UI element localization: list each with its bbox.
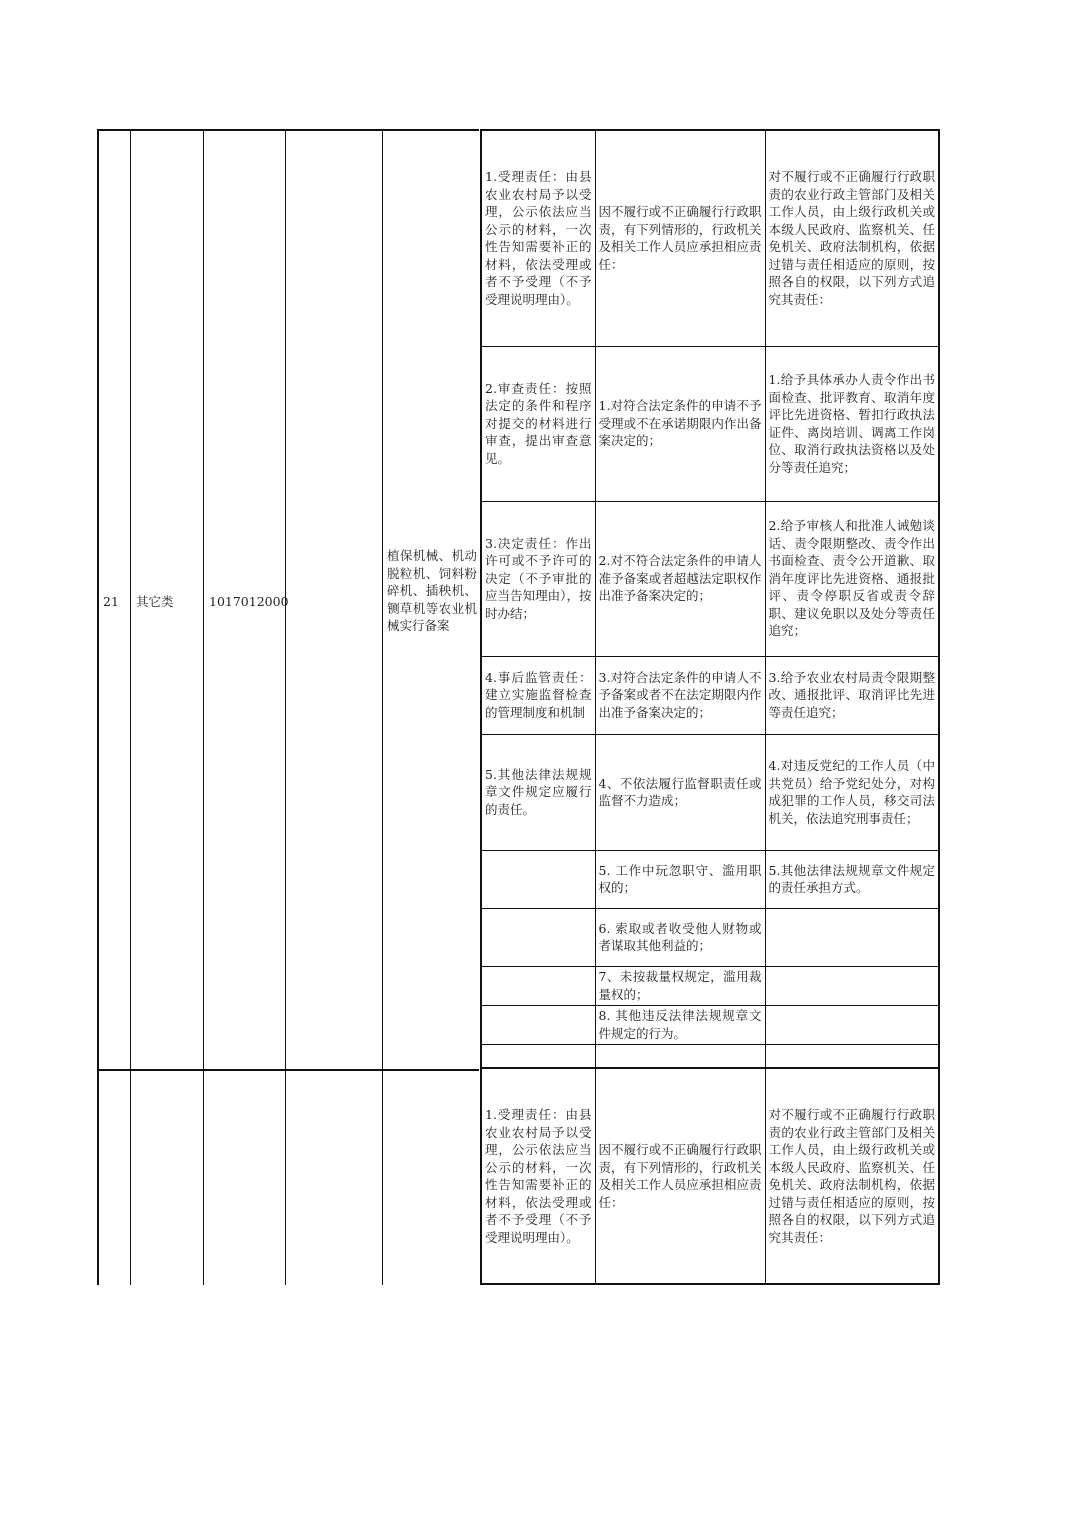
table-row (481, 130, 939, 346)
row-number: 21 (103, 594, 119, 609)
accountability-cell: 因不履行或不正确履行行政职责，有下列情形的，行政机关及相关工作人员应承担相应责任： (595, 1068, 765, 1284)
responsibility-cell (481, 850, 595, 908)
accountability-cell: 2.对不符合法定条件的申请人准予备案或者超越法定职权作出准予备案决定的； (595, 501, 765, 656)
accountability-cell: 4、不依法履行监督职责任或监督不力造成； (595, 734, 765, 850)
responsibility-cell (481, 1005, 595, 1044)
accountability-cell (595, 1044, 765, 1068)
accountability-cell: 因不履行或不正确履行行政职责，有下列情形的，行政机关及相关工作人员应承担相应责任： (595, 130, 765, 346)
accountability-cell: 5. 工作中玩忽职守、滥用职权的； (595, 850, 765, 908)
table-row (481, 1044, 939, 1068)
row-category: 其它类 (136, 594, 174, 609)
table-row (481, 1068, 939, 1284)
responsibility-cell: 3.决定责任：作出许可或不予许可的决定（不予审批的应当告知理由），按时办结； (481, 501, 595, 656)
table-row (481, 966, 939, 1005)
table-row (481, 908, 939, 966)
accountability-cell: 8. 其他违反法律法规规章文件规定的行为。 (595, 1005, 765, 1044)
column-border (203, 129, 204, 1285)
column-border (97, 129, 99, 1285)
accountability-cell: 6. 索取或者收受他人财物或者谋取其他利益的； (595, 908, 765, 966)
responsibility-cell: 1.受理责任：由县农业农村局予以受理，公示依法应当公示的材料，一次性告知需要补正的材料，依法受理或者不予受理（不予受理说明理由）。 (481, 130, 595, 346)
method-cell (765, 966, 939, 1005)
method-cell: 对不履行或不正确履行行政职责的农业行政主管部门及相关工作人员，由上级行政机关或本级人民政府、监察机关、任免机关、政府法制机构，依据过错与责任相适应的原则，按照各自的权限，以下列方式追究其责任： (765, 130, 939, 346)
method-cell: 4.对违反党纪的工作人员（中共党员）给予党纪处分，对构成犯罪的工作人员，移交司法机关，依法追究刑事责任； (765, 734, 939, 850)
method-cell (765, 1005, 939, 1044)
accountability-cell: 3.对符合法定条件的申请人不予备案或者不在法定期限内作出准予备案决定的； (595, 656, 765, 734)
method-cell (765, 1044, 939, 1068)
row-code: 1017012000 (209, 594, 289, 609)
accountability-cell: 1.对符合法定条件的申请不予受理或不在承诺期限内作出备案决定的； (595, 346, 765, 501)
merged-columns (97, 129, 479, 1285)
column-border (382, 129, 383, 1285)
method-cell: 对不履行或不正确履行行政职责的农业行政主管部门及相关工作人员，由上级行政机关或本级人民政府、监察机关、任免机关、政府法制机构，依据过错与责任相适应的原则，按照各自的权限，以下列方式追究其责任： (765, 1068, 939, 1284)
row-separator (97, 1069, 479, 1071)
table-row (481, 346, 939, 501)
responsibility-table (480, 129, 938, 1285)
item-name: 植保机械、机动脱粒机、饲料粉碎机、插秧机、铡草机等农业机械实行备案 (387, 548, 477, 633)
responsibility-cell (481, 1044, 595, 1068)
top-border (97, 129, 479, 131)
responsibility-cell (481, 908, 595, 966)
method-cell (765, 908, 939, 966)
column-border (130, 129, 131, 1285)
method-cell: 5.其他法律法规规章文件规定的责任承担方式。 (765, 850, 939, 908)
column-border (285, 129, 286, 1285)
table-row (481, 656, 939, 734)
table-row (481, 501, 939, 656)
accountability-cell: 7、未按裁量权规定，滥用裁量权的； (595, 966, 765, 1005)
table-row (481, 734, 939, 850)
responsibility-cell: 5.其他法律法规规章文件规定应履行的责任。 (481, 734, 595, 850)
table-row (481, 1005, 939, 1044)
method-cell: 3.给予农业农村局责令限期整改、通报批评、取消评比先进等责任追究； (765, 656, 939, 734)
method-cell: 1.给予具体承办人责令作出书面检查、批评教育、取消年度评比先进资格、暂扣行政执法证件、离岗培训、调离工作岗位、取消行政执法资格以及处分等责任追究； (765, 346, 939, 501)
responsibility-cell (481, 966, 595, 1005)
table-row (481, 850, 939, 908)
responsibility-cell: 4.事后监管责任：建立实施监督检查的管理制度和机制 (481, 656, 595, 734)
method-cell: 2.给予审核人和批准人诫勉谈话、责令限期整改、责令作出书面检查、责令公开道歉、取消年度评比先进资格、通报批评、责令停职反省或责令辞职、建议免职以及处分等责任追究； (765, 501, 939, 656)
responsibility-cell: 1.受理责任：由县农业农村局予以受理，公示依法应当公示的材料，一次性告知需要补正的材料，依法受理或者不予受理（不予受理说明理由）。 (481, 1068, 595, 1284)
responsibility-cell: 2.审查责任：按照法定的条件和程序对提交的材料进行审查，提出审查意见。 (481, 346, 595, 501)
